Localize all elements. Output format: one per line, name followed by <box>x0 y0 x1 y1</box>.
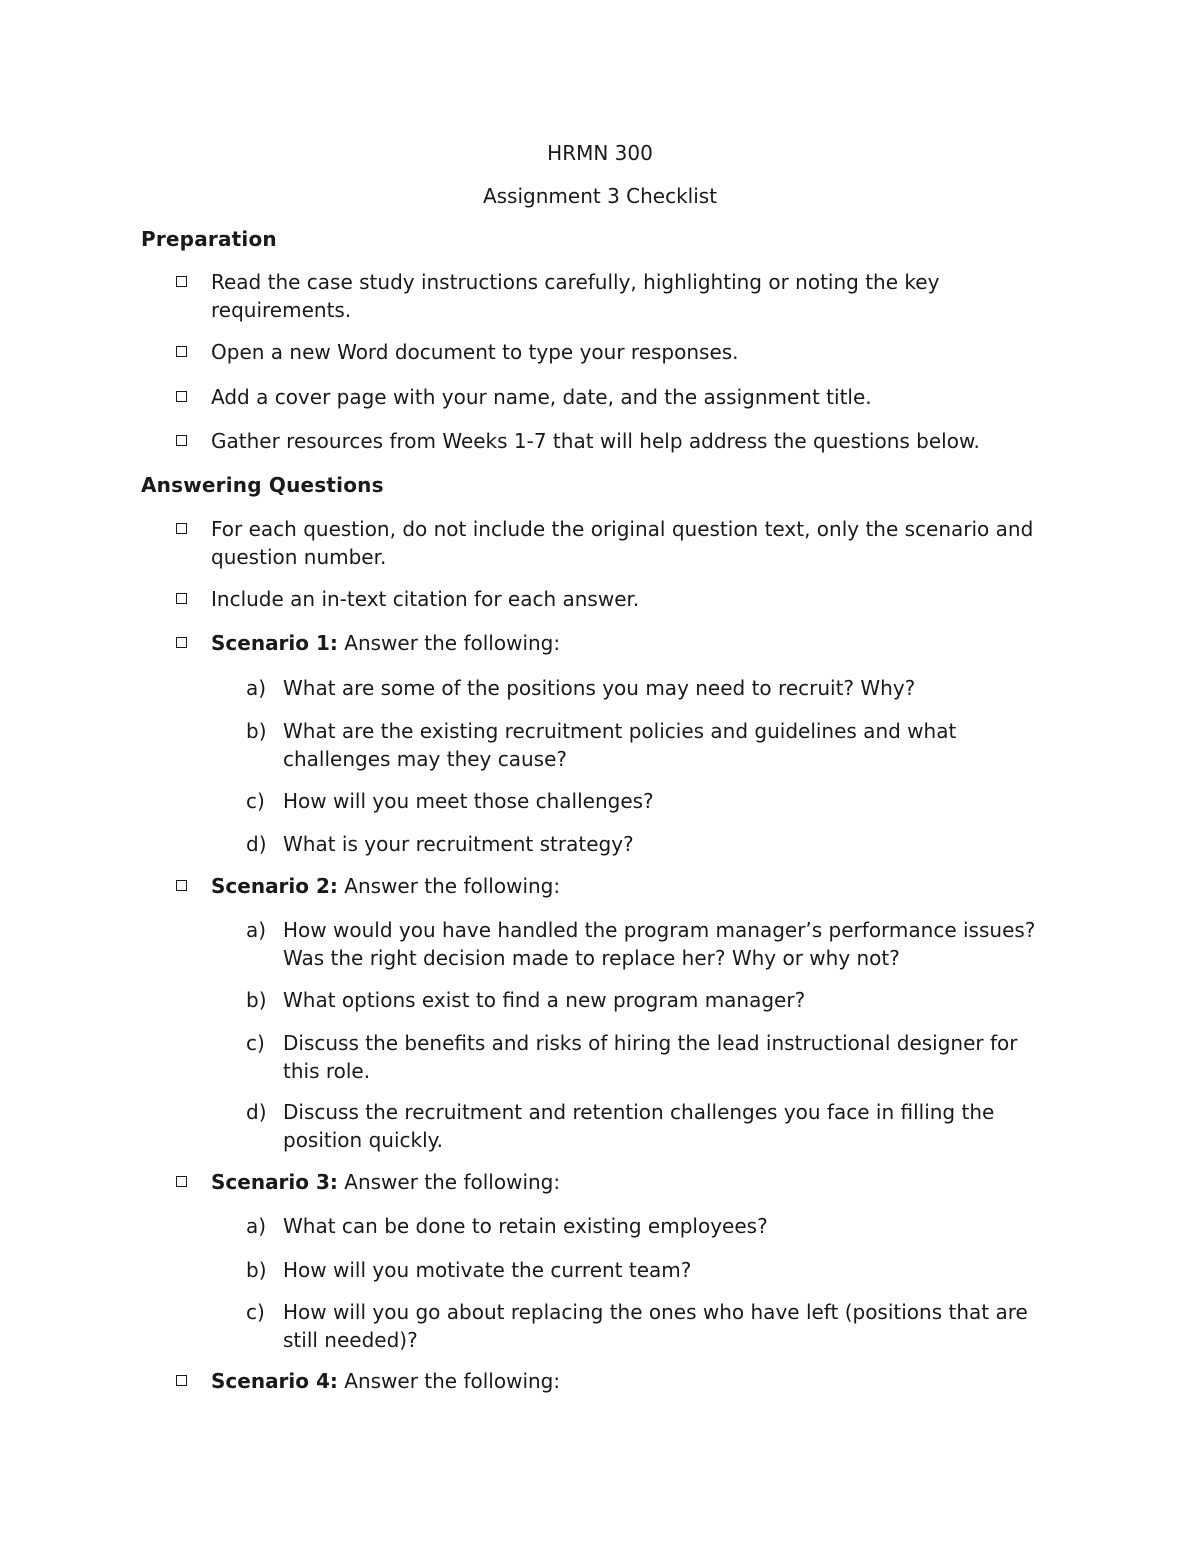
checkbox-icon <box>176 637 187 648</box>
question-letter: b) <box>246 1258 267 1282</box>
checklist-item-text: For each question, do not include the original question text, only the scenario and question number. <box>211 517 1034 569</box>
checklist-item-text: Add a cover page with your name, date, and the assignment title. <box>211 385 872 409</box>
question-item <box>246 674 1056 702</box>
scenario-item <box>176 629 1056 657</box>
question-item <box>246 1256 1056 1284</box>
scenario-text <box>211 872 1056 900</box>
question-item <box>246 916 1056 972</box>
scenario-item <box>176 1367 1056 1395</box>
question-item <box>246 717 1056 773</box>
question-text: How would you have handled the program manager’s performance issues? Was the right decision made to replace her? Why or why not? <box>283 918 1036 970</box>
question-text: How will you go about replacing the ones who have left (positions that are still needed)? <box>283 1300 1028 1352</box>
question-item <box>246 1098 1056 1154</box>
scenario-text <box>211 1367 1056 1395</box>
question-item <box>246 1212 1056 1240</box>
scenario-label: Scenario 3: <box>211 1170 338 1194</box>
scenario-instruction: Answer the following: <box>337 1170 561 1194</box>
course-title: HRMN 300 <box>547 141 653 165</box>
checkbox-icon <box>176 276 187 287</box>
checklist-item <box>176 338 1056 366</box>
scenario-item <box>176 1168 1056 1196</box>
question-letter: d) <box>246 832 267 856</box>
scenario-instruction: Answer the following: <box>337 1369 561 1393</box>
checkbox-icon <box>176 593 187 604</box>
question-text: What is your recruitment strategy? <box>283 832 634 856</box>
checklist-item-text: Open a new Word document to type your responses. <box>211 340 739 364</box>
question-text: What are the existing recruitment policies and guidelines and what challenges may they cause? <box>283 719 957 771</box>
checkbox-icon <box>176 435 187 446</box>
scenario-text <box>211 629 1056 657</box>
question-item <box>246 1029 1056 1085</box>
section-heading-preparation: Preparation <box>141 227 277 251</box>
question-letter: a) <box>246 676 267 700</box>
question-letter: d) <box>246 1100 267 1124</box>
scenario-label: Scenario 4: <box>211 1369 338 1393</box>
checklist-item <box>176 585 1056 613</box>
question-letter: b) <box>246 988 267 1012</box>
question-letter: c) <box>246 1031 265 1055</box>
checklist-item <box>176 383 1056 411</box>
question-text: How will you motivate the current team? <box>283 1258 692 1282</box>
question-item <box>246 986 1056 1014</box>
checklist-item-text: Read the case study instructions carefully, highlighting or noting the key requirements. <box>211 270 940 322</box>
checklist-item-text: Include an in-text citation for each answer. <box>211 587 640 611</box>
question-text: What options exist to find a new program manager? <box>283 988 806 1012</box>
checkbox-icon <box>176 523 187 534</box>
checkbox-icon <box>176 1176 187 1187</box>
question-letter: a) <box>246 1214 267 1238</box>
document-title: Assignment 3 Checklist <box>482 184 718 208</box>
checklist-item <box>176 515 1056 571</box>
scenario-instruction: Answer the following: <box>337 631 561 655</box>
question-text: Discuss the benefits and risks of hiring the lead instructional designer for this role. <box>283 1031 1018 1083</box>
checkbox-icon <box>176 391 187 402</box>
question-text: What are some of the positions you may need to recruit? Why? <box>283 676 916 700</box>
scenario-label: Scenario 2: <box>211 874 338 898</box>
question-item <box>246 787 1056 815</box>
question-letter: c) <box>246 1300 265 1324</box>
question-text: How will you meet those challenges? <box>283 789 654 813</box>
question-letter: a) <box>246 918 267 942</box>
question-text: Discuss the recruitment and retention challenges you face in filling the position quickly. <box>283 1100 995 1152</box>
question-item <box>246 830 1056 858</box>
checklist-item-text: Gather resources from Weeks 1-7 that will help address the questions below. <box>211 429 980 453</box>
section-heading-answering-questions: Answering Questions <box>141 473 384 497</box>
question-text: What can be done to retain existing employees? <box>283 1214 768 1238</box>
scenario-text <box>211 1168 1056 1196</box>
question-letter: b) <box>246 719 267 743</box>
checklist-item <box>176 427 1056 455</box>
scenario-item <box>176 872 1056 900</box>
checkbox-icon <box>176 346 187 357</box>
checklist-item <box>176 268 1056 324</box>
scenario-label: Scenario 1: <box>211 631 338 655</box>
scenario-instruction: Answer the following: <box>337 874 561 898</box>
question-letter: c) <box>246 789 265 813</box>
checkbox-icon <box>176 1375 187 1386</box>
checkbox-icon <box>176 880 187 891</box>
question-item <box>246 1298 1056 1354</box>
